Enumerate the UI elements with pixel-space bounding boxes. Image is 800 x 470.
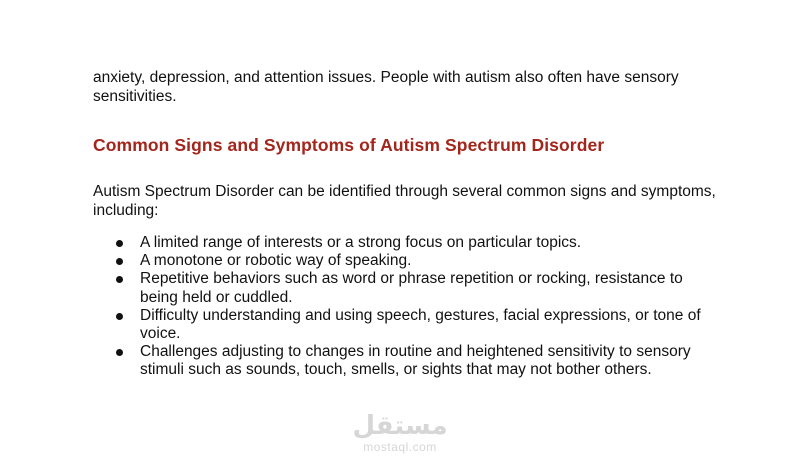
intro-paragraph: anxiety, depression, and attention issues. People with autism also often have sensory sensitivities. [93, 69, 679, 105]
watermark-logo: مستقل [352, 411, 448, 441]
list-item [93, 270, 713, 306]
symptom-list [93, 234, 713, 380]
bullet-icon [116, 276, 123, 283]
list-item [93, 234, 713, 252]
watermark-url: mostaql.com [363, 440, 437, 454]
list-item-text: Repetitive behaviors such as word or phrase repetition or rocking, resistance to being held or cuddled. [140, 270, 683, 306]
watermark [345, 412, 455, 454]
list-item-text: A monotone or robotic way of speaking. [140, 252, 412, 270]
list-item [93, 343, 713, 379]
list-item-text: Difficulty understanding and using speech, gestures, facial expressions, or tone of voice. [140, 306, 701, 343]
list-item-text: A limited range of interests or a strong focus on particular topics. [140, 234, 582, 251]
section-heading: Common Signs and Symptoms of Autism Spectrum Disorder [93, 135, 605, 155]
list-item [93, 252, 713, 270]
bullet-icon [116, 258, 123, 265]
list-item-text: Challenges adjusting to changes in routine and heightened sensitivity to sensory stimuli such as sounds, touch, smells, or sights that may not bother others. [140, 343, 691, 379]
bullet-icon [116, 349, 123, 356]
bullet-icon [116, 240, 123, 247]
list-item [93, 307, 713, 343]
bullet-icon [116, 313, 123, 320]
lead-paragraph: Autism Spectrum Disorder can be identified through several common signs and symptoms, including: [93, 183, 716, 219]
